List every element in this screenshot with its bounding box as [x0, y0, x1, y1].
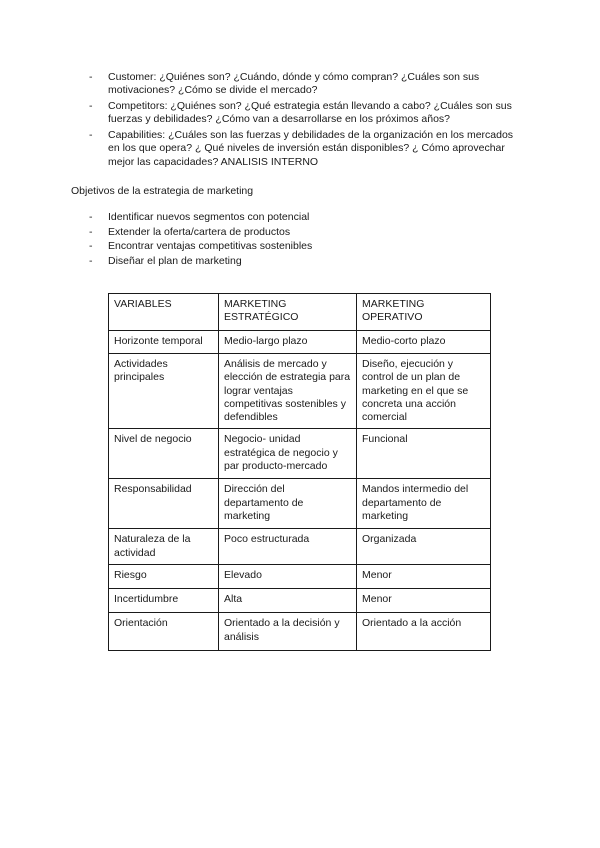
- table-cell: Incertidumbre: [109, 589, 219, 613]
- objectives-list: [89, 211, 519, 269]
- table-header-row: [109, 294, 491, 331]
- table-cell: Riesgo: [109, 565, 219, 589]
- table-cell: Nivel de negocio: [109, 429, 219, 479]
- header-cell: MARKETING OPERATIVO: [357, 294, 491, 331]
- comparison-table: [108, 293, 491, 651]
- table-cell: Elevado: [219, 565, 357, 589]
- table-cell: Responsabilidad: [109, 479, 219, 529]
- table-row: [109, 529, 491, 565]
- table-cell: Menor: [357, 565, 491, 589]
- table-cell: Negocio- unidad estratégica de negocio y par producto-mercado: [219, 429, 357, 479]
- table-row: [109, 354, 491, 429]
- list-item: - Identificar nuevos segmentos con potencial: [89, 211, 519, 224]
- table-row: [109, 331, 491, 354]
- list-item: - Capabilities: ¿Cuáles son las fuerzas y debilidades de la organización en los mercados en los que opera? ¿ Qué niveles de inversión están disponibles? ¿ Cómo aprovechar mejor las capacidades? ANALISIS INTERNO: [89, 129, 519, 169]
- table-cell: Actividades principales: [109, 354, 219, 429]
- analysis-list: [89, 71, 519, 171]
- table-cell: Dirección del departamento de marketing: [219, 479, 357, 529]
- table-cell: Diseño, ejecución y control de un plan de marketing en el que se concreta una acción comercial: [357, 354, 491, 429]
- table-cell: Organizada: [357, 529, 491, 565]
- table-cell: Poco estructurada: [219, 529, 357, 565]
- table-cell: Medio-corto plazo: [357, 331, 491, 354]
- table-cell: Funcional: [357, 429, 491, 479]
- table-row: [109, 479, 491, 529]
- table-cell: Medio-largo plazo: [219, 331, 357, 354]
- table-cell: Orientado a la acción: [357, 613, 491, 651]
- list-item: - Diseñar el plan de marketing: [89, 255, 519, 268]
- header-cell: VARIABLES: [109, 294, 219, 331]
- table-cell: Orientado a la decisión y análisis: [219, 613, 357, 651]
- table-cell: Naturaleza de la actividad: [109, 529, 219, 565]
- list-item: - Competitors: ¿Quiénes son? ¿Qué estrategia están llevando a cabo? ¿Cuáles son sus fuerzas y debilidades? ¿Cómo van a desarrollarse en los próximos años?: [89, 100, 519, 127]
- list-item: - Extender la oferta/cartera de productos: [89, 226, 519, 239]
- table-cell: Menor: [357, 589, 491, 613]
- table-cell: Alta: [219, 589, 357, 613]
- table-cell: Orientación: [109, 613, 219, 651]
- table-row: [109, 613, 491, 651]
- header-cell: MARKETING ESTRATÉGICO: [219, 294, 357, 331]
- table-row: [109, 589, 491, 613]
- table-row: [109, 429, 491, 479]
- section-heading: Objetivos de la estrategia de marketing: [71, 185, 254, 197]
- list-item: - Customer: ¿Quiénes son? ¿Cuándo, dónde y cómo compran? ¿Cuáles son sus motivaciones? ¿Cómo se divide el mercado?: [89, 71, 519, 98]
- table-cell: Horizonte temporal: [109, 331, 219, 354]
- table-cell: Mandos intermedio del departamento de marketing: [357, 479, 491, 529]
- table-cell: Análisis de mercado y elección de estrategia para lograr ventajas competitivas sostenibles y defendibles: [219, 354, 357, 429]
- list-item: - Encontrar ventajas competitivas sostenibles: [89, 240, 519, 253]
- table-row: [109, 565, 491, 589]
